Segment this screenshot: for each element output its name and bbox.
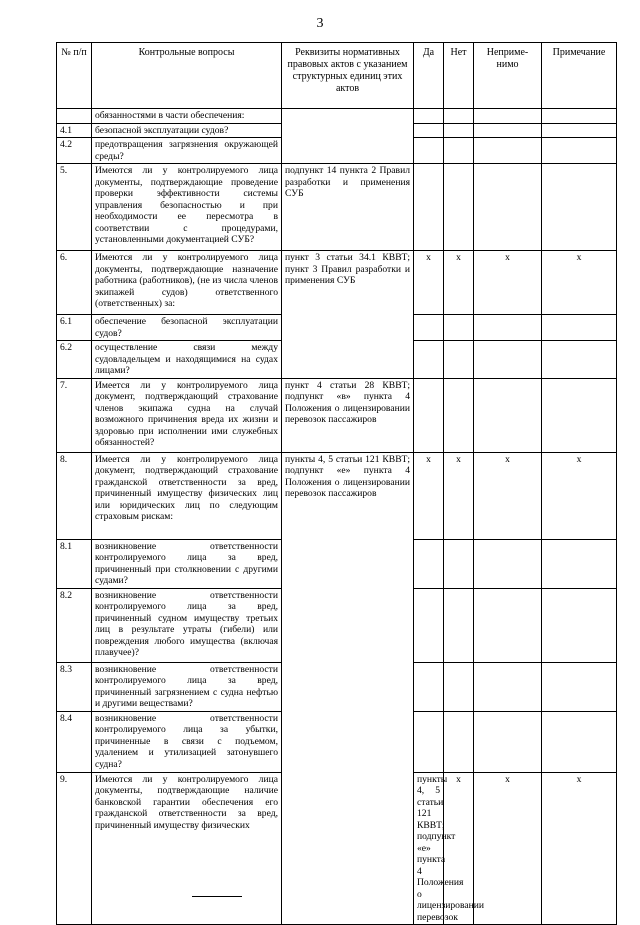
row-note: x (542, 251, 617, 315)
checklist-table (56, 42, 617, 925)
row-num: 7. (57, 378, 92, 452)
row-no (444, 711, 474, 772)
row-question: Имеется ли у контролируемого лица документ, подтверждающий страхование гражданской ответственности за вред, причиненный имуществу физических лиц или юридических лиц по следующим страховым рискам: (92, 452, 282, 539)
row-na (474, 138, 542, 164)
row-question: Имеются ли у контролируемого лица документы, подтверждающие назначение работника (работников), (не из числа членов экипажей судов) ответственного (ответственных) за: (92, 251, 282, 315)
row-yes (414, 711, 444, 772)
row-requisites: пункты 4, 5 статьи 121 КВВТ; подпункт «е» пункта 4 Положения о лицензировании перевозок пассажиров (282, 452, 414, 925)
row-yes (414, 164, 444, 251)
row-no: x (444, 452, 474, 539)
row-question: Имеется ли у контролируемого лица документ, подтверждающий страхование членов экипажа судна на случай возможного причинения вреда их жизни и здоровью при исполнении ими служебных обязанностей? (92, 378, 282, 452)
row-no (444, 539, 474, 588)
row-na (474, 164, 542, 251)
row-requisites: пункт 3 статьи 34.1 КВВТ; пункт 3 Правил разработки и применения СУБ (282, 251, 414, 379)
row-requisites (282, 109, 414, 164)
row-num: 4.1 (57, 123, 92, 138)
row-no: x (474, 772, 542, 925)
row-na (474, 588, 542, 662)
header-row (57, 43, 617, 109)
row-num: 8.2 (57, 588, 92, 662)
row-yes: x (414, 452, 444, 539)
row-note (542, 662, 617, 711)
row-note (542, 711, 617, 772)
row-note (542, 109, 617, 124)
row-yes (414, 341, 444, 379)
row-num: 8.4 (57, 711, 92, 772)
row-na: x (542, 772, 617, 925)
row-requisites: пункты 4, 5 статьи 121 КВВТ; подпункт «е» пункта 4 Положения о лицензировании перевозок (414, 772, 444, 925)
row-note: x (542, 452, 617, 539)
table-row (57, 251, 617, 315)
row-yes (414, 378, 444, 452)
row-question: возникновение ответственности контролируемого лица за убытки, причиненные в связи с подъемом, удалением и утилизацией затонувшего судна? (92, 711, 282, 772)
row-yes (414, 662, 444, 711)
row-num: 5. (57, 164, 92, 251)
table-row (57, 109, 617, 124)
table-row (57, 164, 617, 251)
row-no: x (444, 251, 474, 315)
row-question: возникновение ответственности контролируемого лица за вред, причиненный загрязнением с судна нефтью и другими веществами? (92, 662, 282, 711)
row-na (474, 378, 542, 452)
header-num: № п/п (57, 43, 92, 109)
row-requisites: пункт 4 статьи 28 КВВТ; подпункт «в» пункта 4 Положения о лицензировании перевозок пассажиров (282, 378, 414, 452)
row-no (444, 341, 474, 379)
row-no (444, 315, 474, 341)
row-yes (414, 123, 444, 138)
header-yes: Да (414, 43, 444, 109)
row-no (444, 662, 474, 711)
table-continuation-line (192, 896, 242, 897)
row-na (474, 341, 542, 379)
row-question: осуществление связи между судовладельцем и находящимися на судах лицами? (92, 341, 282, 379)
row-requisites: подпункт 14 пункта 2 Правил разработки и применения СУБ (282, 164, 414, 251)
table-row (57, 378, 617, 452)
row-question: Имеются ли у контролируемого лица документы, подтверждающие наличие банковской гарантии обеспечения его гражданской ответственности за вред, причиненный имуществу физических (92, 772, 282, 925)
row-yes (414, 539, 444, 588)
row-question: безопасной эксплуатации судов? (92, 123, 282, 138)
row-na (474, 109, 542, 124)
row-note (542, 315, 617, 341)
row-question: возникновение ответственности контролируемого лица за вред, причиненный при столкновении с другими судами? (92, 539, 282, 588)
row-note (542, 341, 617, 379)
row-na (474, 123, 542, 138)
row-na (474, 711, 542, 772)
header-note: Примечание (542, 43, 617, 109)
row-yes: x (414, 251, 444, 315)
page-number: 3 (316, 16, 324, 31)
row-question: предотвращения загрязнения окружающей среды? (92, 138, 282, 164)
row-yes (414, 315, 444, 341)
row-num: 6. (57, 251, 92, 315)
row-yes (414, 138, 444, 164)
header-na: Неприме-нимо (474, 43, 542, 109)
row-na (474, 662, 542, 711)
row-question: обеспечение безопасной эксплуатации судов? (92, 315, 282, 341)
row-na: x (474, 251, 542, 315)
row-num (57, 109, 92, 124)
row-question: Имеются ли у контролируемого лица документы, подтверждающие проведение проверки эффективности системы управления безопасностью и при необходимости ее пересмотра в соответствии с процедурами, установленными документацией СУБ? (92, 164, 282, 251)
row-note (542, 539, 617, 588)
row-yes (414, 109, 444, 124)
row-na: x (474, 452, 542, 539)
row-note (542, 123, 617, 138)
row-na (474, 315, 542, 341)
table-row (57, 452, 617, 539)
header-question: Контрольные вопросы (92, 43, 282, 109)
row-no (444, 138, 474, 164)
row-question: возникновение ответственности контролируемого лица за вред, причиненный судном имуществу третьих лиц в результате утраты (гибели) или повреждения любого имущества (включая плавучее)? (92, 588, 282, 662)
row-note (542, 164, 617, 251)
row-num: 8. (57, 452, 92, 539)
row-num: 8.3 (57, 662, 92, 711)
row-num: 8.1 (57, 539, 92, 588)
row-question: обязанностями в части обеспечения: (92, 109, 282, 124)
row-note (542, 138, 617, 164)
row-num: 9. (57, 772, 92, 925)
row-num: 6.1 (57, 315, 92, 341)
row-note (542, 378, 617, 452)
row-na (474, 539, 542, 588)
row-num: 4.2 (57, 138, 92, 164)
row-no (444, 164, 474, 251)
row-no (444, 109, 474, 124)
header-requisites: Реквизиты нормативных правовых актов с указанием структурных единиц этих актов (282, 43, 414, 109)
row-note (542, 588, 617, 662)
row-no (444, 123, 474, 138)
row-num: 6.2 (57, 341, 92, 379)
row-yes (414, 588, 444, 662)
header-no: Нет (444, 43, 474, 109)
row-no (444, 588, 474, 662)
row-no (444, 378, 474, 452)
row-yes: x (444, 772, 474, 925)
